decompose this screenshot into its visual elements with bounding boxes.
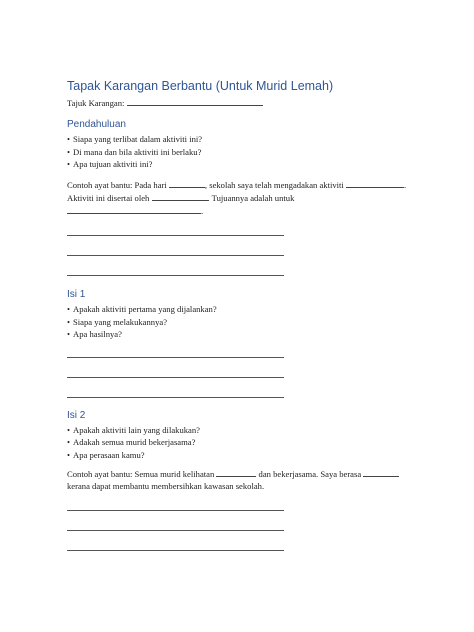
writing-line[interactable] — [67, 235, 284, 236]
writing-line[interactable] — [67, 510, 284, 511]
list-item: • Apakah aktiviti pertama yang dijalankan? — [67, 304, 217, 315]
list-item: • Di mana dan bila aktiviti ini berlaku? — [67, 146, 202, 157]
fill-blank[interactable] — [346, 178, 404, 188]
fill-blank[interactable] — [216, 467, 256, 477]
section-heading-isi-2: Isi 2 — [67, 409, 86, 421]
list-item: • Apa tujuan aktiviti ini? — [67, 159, 153, 169]
writing-line[interactable] — [67, 255, 284, 256]
example-sentence-isi-2: Contoh ayat bantu: Semua murid kelihatan dan bekerjasama. Saya berasa kerana dapat membantu membersihkan kawasan sekolah. — [67, 467, 412, 492]
list-item: • Apa hasilnya? — [67, 329, 122, 340]
list-item: • Siapa yang terlibat dalam aktiviti ini? — [67, 134, 203, 144]
list-item: • Adakah semua murid bekerjasama? — [67, 437, 196, 448]
list-item: • Siapa yang melakukannya? — [67, 316, 168, 327]
example-sentence-pendahuluan: Contoh ayat bantu: Pada hari , sekolah saya telah mengadakan aktiviti . Aktiviti ini disertai oleh . Tujuannya adalah untuk . — [67, 179, 407, 216]
isi-1-bullets — [67, 303, 407, 341]
writing-line[interactable] — [67, 275, 284, 276]
fill-blank[interactable] — [67, 204, 201, 214]
tajuk-blank[interactable] — [127, 96, 263, 106]
tajuk-label: Tajuk Karangan: — [67, 98, 127, 108]
page-title: Tapak Karangan Berbantu (Untuk Murid Lemah) — [67, 79, 334, 93]
pendahuluan-bullets — [67, 133, 407, 171]
list-item: • Apa perasaan kamu? — [67, 449, 145, 460]
tajuk-karangan-row — [67, 96, 407, 109]
worksheet — [67, 78, 407, 551]
fill-blank[interactable] — [152, 191, 208, 201]
writing-line[interactable] — [67, 377, 284, 378]
isi-2-bullets — [67, 424, 407, 462]
writing-line[interactable] — [67, 397, 284, 398]
list-item: • Apakah aktiviti lain yang dilakukan? — [67, 424, 200, 435]
writing-line[interactable] — [67, 530, 284, 531]
section-heading-isi-1: Isi 1 — [67, 289, 86, 301]
writing-line[interactable] — [67, 357, 284, 358]
writing-line[interactable] — [67, 550, 284, 551]
fill-blank[interactable] — [169, 178, 205, 188]
section-heading-pendahuluan: Pendahuluan — [67, 119, 126, 130]
fill-blank[interactable] — [363, 467, 399, 477]
